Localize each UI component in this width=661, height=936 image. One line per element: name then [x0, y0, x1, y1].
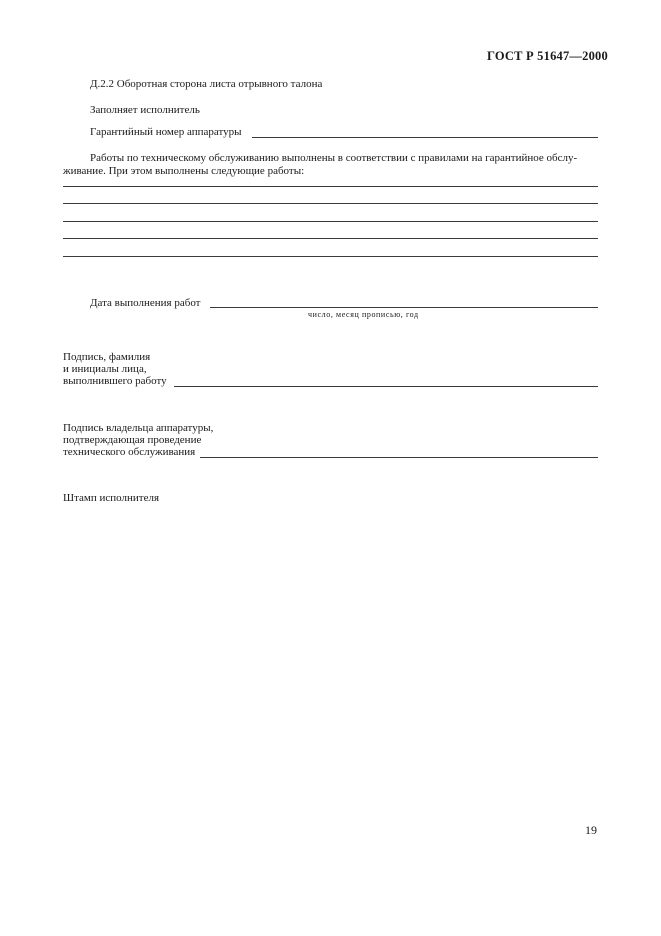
performer-signature-label-1: Подпись, фамилия: [63, 351, 151, 363]
performer-signature-label-3: выполнившего работу: [63, 375, 167, 387]
works-paragraph-line-1: Работы по техническому обслуживанию выполнены в соответствии с правилами на гарантийное обслу-: [90, 152, 578, 164]
works-field-line-4[interactable]: [63, 238, 598, 239]
date-label: Дата выполнения работ: [90, 297, 201, 309]
date-field[interactable]: [210, 307, 598, 308]
works-field-line-1[interactable]: [63, 186, 598, 187]
filled-by-note: Заполняет исполнитель: [90, 104, 200, 116]
owner-signature-field[interactable]: [200, 457, 598, 458]
date-hint: число, месяц прописью, год: [308, 310, 419, 319]
stamp-label: Штамп исполнителя: [63, 492, 160, 504]
owner-signature-label-3: технического обслуживания: [63, 446, 196, 458]
section-title: Д.2.2 Оборотная сторона листа отрывного талона: [90, 78, 323, 90]
warranty-number-field[interactable]: [252, 137, 598, 138]
page-number: 19: [585, 823, 597, 837]
works-field-line-5[interactable]: [63, 256, 598, 257]
works-field-line-3[interactable]: [63, 221, 598, 222]
standard-code: ГОСТ Р 51647—2000: [487, 49, 608, 63]
performer-signature-field[interactable]: [174, 386, 598, 387]
warranty-number-label: Гарантийный номер аппаратуры: [90, 126, 242, 138]
works-field-line-2[interactable]: [63, 203, 598, 204]
performer-signature-label-2: и инициалы лица,: [63, 363, 147, 375]
owner-signature-label-1: Подпись владельца аппаратуры,: [63, 422, 214, 434]
works-paragraph-line-2: живание. При этом выполнены следующие работы:: [63, 165, 305, 177]
owner-signature-label-2: подтверждающая проведение: [63, 434, 202, 446]
